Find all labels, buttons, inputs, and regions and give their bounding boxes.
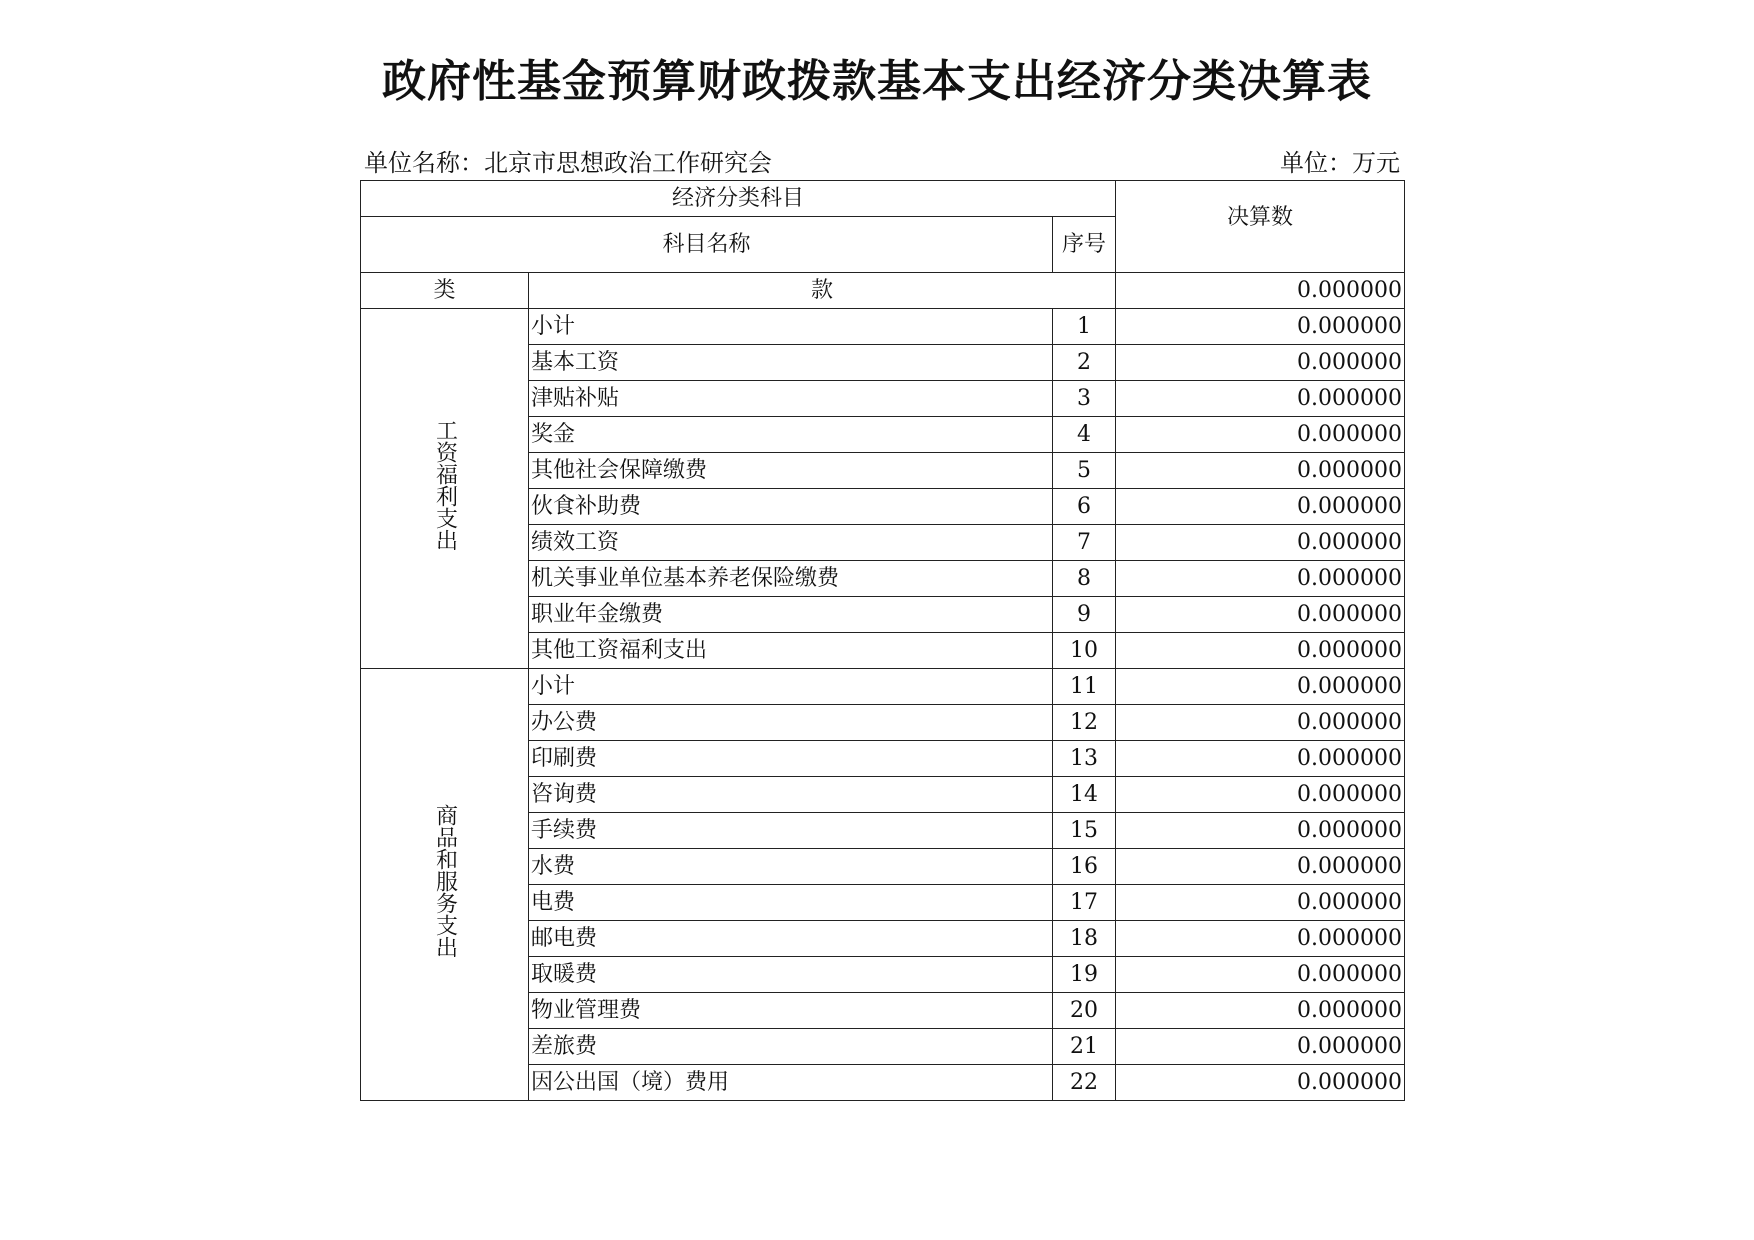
seq-cell: 2 (1053, 345, 1116, 381)
amount-cell: 0.000000 (1116, 885, 1405, 921)
amount-cell: 0.000000 (1116, 741, 1405, 777)
amount-cell: 0.000000 (1116, 777, 1405, 813)
seq-cell: 20 (1053, 993, 1116, 1029)
seq-cell: 18 (1053, 921, 1116, 957)
header-row-3 (361, 273, 1405, 309)
seq-cell: 9 (1053, 597, 1116, 633)
amount-cell: 0.000000 (1116, 993, 1405, 1029)
unit-name-label: 单位名称：北京市思想政治工作研究会 (364, 149, 772, 177)
final-amount-header: 决算数 (1116, 181, 1405, 273)
subject-name-cell: 取暖费 (529, 957, 1053, 993)
seq-cell: 11 (1053, 669, 1116, 705)
subject-name-cell: 咨询费 (529, 777, 1053, 813)
page-title: 政府性基金预算财政拨款基本支出经济分类决算表 (382, 56, 1372, 107)
total-value: 0.000000 (1116, 273, 1405, 309)
econ-category-header: 经济分类科目 (361, 181, 1116, 217)
seq-cell: 8 (1053, 561, 1116, 597)
amount-cell: 0.000000 (1116, 705, 1405, 741)
subject-name-cell: 印刷费 (529, 741, 1053, 777)
amount-cell: 0.000000 (1116, 921, 1405, 957)
subject-name-cell: 奖金 (529, 417, 1053, 453)
subject-name-cell: 基本工资 (529, 345, 1053, 381)
subject-name-cell: 物业管理费 (529, 993, 1053, 1029)
seq-cell: 19 (1053, 957, 1116, 993)
category-cell (361, 669, 529, 1101)
subject-name-cell: 其他社会保障缴费 (529, 453, 1053, 489)
seq-cell: 21 (1053, 1029, 1116, 1065)
amount-cell: 0.000000 (1116, 345, 1405, 381)
subject-name-cell: 伙食补助费 (529, 489, 1053, 525)
amount-cell: 0.000000 (1116, 309, 1405, 345)
amount-cell: 0.000000 (1116, 1029, 1405, 1065)
amount-cell: 0.000000 (1116, 1065, 1405, 1101)
seq-cell: 15 (1053, 813, 1116, 849)
seq-cell: 13 (1053, 741, 1116, 777)
seq-cell: 12 (1053, 705, 1116, 741)
amount-cell: 0.000000 (1116, 489, 1405, 525)
seq-cell: 22 (1053, 1065, 1116, 1101)
seq-cell: 4 (1053, 417, 1116, 453)
subject-name-cell: 津贴补贴 (529, 381, 1053, 417)
seq-header: 序号 (1053, 217, 1116, 273)
subject-name-header: 科目名称 (361, 217, 1053, 273)
subject-name-cell: 水费 (529, 849, 1053, 885)
table-row (361, 309, 1405, 345)
amount-cell: 0.000000 (1116, 957, 1405, 993)
subject-name-cell: 绩效工资 (529, 525, 1053, 561)
category-cell (361, 309, 529, 669)
header-row-1 (361, 181, 1405, 217)
subject-name-cell: 其他工资福利支出 (529, 633, 1053, 669)
seq-cell: 14 (1053, 777, 1116, 813)
seq-cell: 3 (1053, 381, 1116, 417)
amount-cell: 0.000000 (1116, 381, 1405, 417)
class-column-header: 类 (361, 273, 529, 309)
subject-name-cell: 手续费 (529, 813, 1053, 849)
subject-name-cell: 办公费 (529, 705, 1053, 741)
subject-name-cell: 电费 (529, 885, 1053, 921)
category-label: 工资福利支出 (432, 419, 458, 551)
amount-cell: 0.000000 (1116, 669, 1405, 705)
item-column-header: 款 (529, 273, 1116, 309)
seq-cell: 6 (1053, 489, 1116, 525)
amount-cell: 0.000000 (1116, 597, 1405, 633)
subject-name-cell: 因公出国（境）费用 (529, 1065, 1053, 1101)
subject-name-cell: 差旅费 (529, 1029, 1053, 1065)
expenditure-table (360, 180, 1405, 1101)
category-label: 商品和服务支出 (432, 804, 458, 958)
amount-cell: 0.000000 (1116, 849, 1405, 885)
subject-name-cell: 职业年金缴费 (529, 597, 1053, 633)
table-row (361, 669, 1405, 705)
amount-cell: 0.000000 (1116, 417, 1405, 453)
seq-cell: 16 (1053, 849, 1116, 885)
seq-cell: 1 (1053, 309, 1116, 345)
seq-cell: 7 (1053, 525, 1116, 561)
amount-cell: 0.000000 (1116, 453, 1405, 489)
amount-cell: 0.000000 (1116, 525, 1405, 561)
unit-label: 单位：万元 (1280, 149, 1400, 177)
amount-cell: 0.000000 (1116, 633, 1405, 669)
seq-cell: 10 (1053, 633, 1116, 669)
subject-name-cell: 小计 (529, 669, 1053, 705)
subject-name-cell: 机关事业单位基本养老保险缴费 (529, 561, 1053, 597)
seq-cell: 17 (1053, 885, 1116, 921)
amount-cell: 0.000000 (1116, 813, 1405, 849)
subject-name-cell: 小计 (529, 309, 1053, 345)
subject-name-cell: 邮电费 (529, 921, 1053, 957)
seq-cell: 5 (1053, 453, 1116, 489)
amount-cell: 0.000000 (1116, 561, 1405, 597)
